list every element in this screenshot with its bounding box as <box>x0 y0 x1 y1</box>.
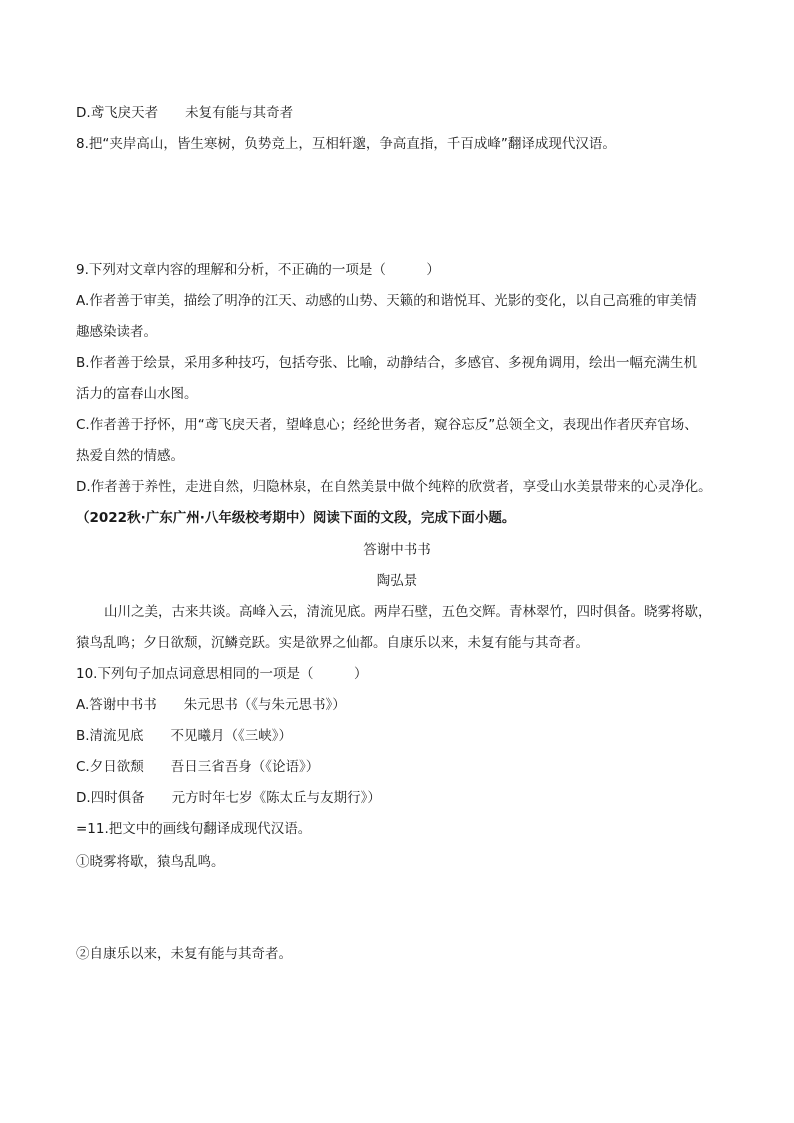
q11-item-2: ②自康乐以来，未复有能与其奇者。 <box>76 946 292 962</box>
question-10: 10.下列句子加点词意思相同的一项是（ ） <box>76 666 368 682</box>
q9-option-b-line2: 活力的富春山水图。 <box>76 386 198 402</box>
q9-option-d: D.作者善于养性，走进自然，归隐林泉，在自然美景中做个纯粹的欣赏者，享受山水美景带来的心灵净化。 <box>76 479 712 495</box>
q9-option-a-line2: 趣感染读者。 <box>76 324 157 340</box>
passage-line2: 猿鸟乱鸣；夕日欲颓，沉鳞竞跃。实是欲界之仙都。自康乐以来，未复有能与其奇者。 <box>76 635 589 651</box>
passage-title: 答谢中书书 <box>363 542 431 558</box>
q11-item-1: ①晓雾将歇，猿鸟乱鸣。 <box>76 854 225 870</box>
q9-option-b-line1: B.作者善于绘景，采用多种技巧，包括夸张、比喻，动静结合，多感官、多视角调用，绘出一幅充满生机 <box>76 355 698 371</box>
q10-option-b: B.清流见底 不见曦月（《三峡》） <box>76 728 293 744</box>
q9-option-c-line2: 热爱自然的情感。 <box>76 448 184 464</box>
q10-option-c: C.夕日欲颓 吾日三省吾身（《论语》） <box>76 759 320 775</box>
line-q7d: D.鸢飞戾天者 未复有能与其奇者 <box>76 105 294 121</box>
q10-option-a: A.答谢中书书 朱元思书（《与朱元思书》） <box>76 697 346 713</box>
question-8: 8.把“夹岸高山，皆生寒树，负势竞上，互相轩邈，争高直指，千百成峰”翻译成现代汉语。 <box>76 136 616 152</box>
q10-option-d: D.四时俱备 元方时年七岁《陈太丘与友期行》） <box>76 790 381 806</box>
source-note: （2022秋·广东广州·八年级校考期中）阅读下面的文段，完成下面小题。 <box>76 510 516 526</box>
question-9: 9.下列对文章内容的理解和分析，不正确的一项是（ ） <box>76 262 440 278</box>
passage-author: 陶弘景 <box>376 573 418 589</box>
passage-line1: 山川之美，古来共谈。高峰入云，清流见底。两岸石壁，五色交辉。青林翠竹，四时俱备。晓雾将歇， <box>104 604 712 620</box>
q9-option-a-line1: A.作者善于审美，描绘了明净的江天、动感的山势、天籁的和谐悦耳、光影的变化，以自己高雅的审美情 <box>76 293 697 309</box>
question-11: =11.把文中的画线句翻译成现代汉语。 <box>76 821 312 837</box>
q9-option-c-line1: C.作者善于抒怀，用“鸢飞戾天者，望峰息心；经纶世务者，窥谷忘反”总领全文，表现出作者厌弃官场、 <box>76 417 698 433</box>
